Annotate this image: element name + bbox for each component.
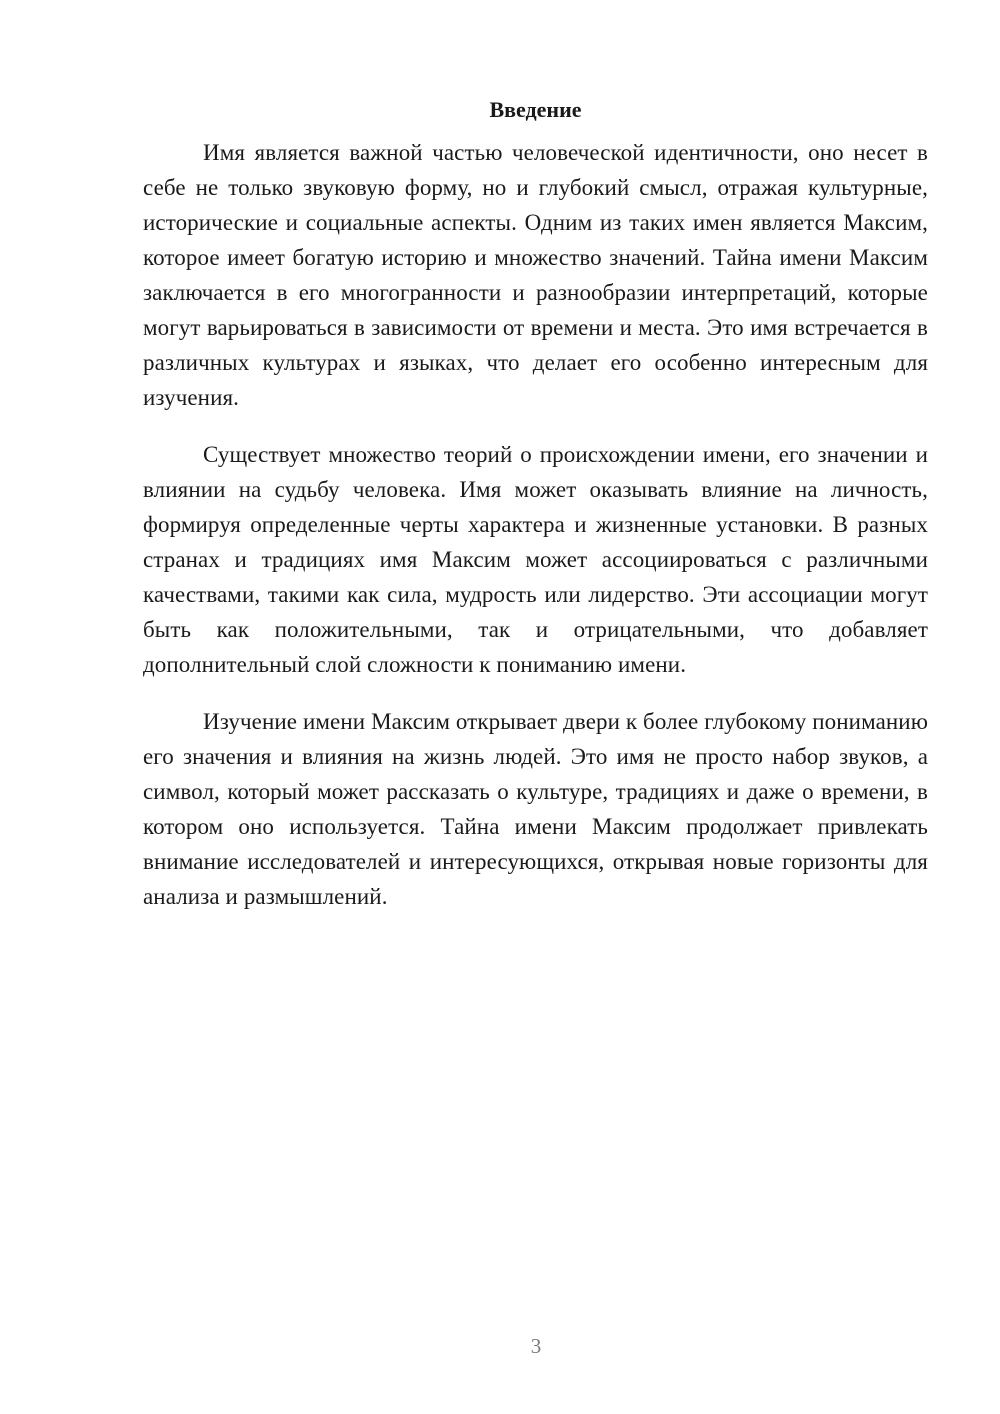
page-number: 3 [530,1334,542,1358]
paragraph-1: Имя является важной частью человеческой идентичности, оно несет в себе не только звуковую форму, но и глубокий смысл, отражая культурные, исторические и социальные аспекты. Одним из таких имен является Максим, которое имеет богатую историю и множество значений. Тайна имени Максим заключается в его многогранности и разнообразии интерпретаций, которые могут варьироваться в зависимости от времени и места. Это имя встречается в различных культурах и языках, что делает его особенно интересным для изучения. [143,140,928,410]
page-content [143,95,928,936]
section-heading: Введение [489,97,582,122]
paragraph-2: Существует множество теорий о происхождении имени, его значении и влиянии на судьбу человека. Имя может оказывать влияние на личность, формируя определенные черты характера и жизненные установки. В разных странах и традициях имя Максим может ассоциироваться с различными качествами, такими как сила, мудрость или лидерство. Эти ассоциации могут быть как положительными, так и отрицательными, что добавляет дополнительный слой сложности к пониманию имени. [143,442,928,677]
paragraph-3: Изучение имени Максим открывает двери к более глубокому пониманию его значения и влияния на жизнь людей. Это имя не просто набор звуков, а символ, который может рассказать о культуре, традициях и даже о времени, в котором оно используется. Тайна имени Максим продолжает привлекать внимание исследователей и интересующихся, открывая новые горизонты для анализа и размышлений. [143,709,928,909]
